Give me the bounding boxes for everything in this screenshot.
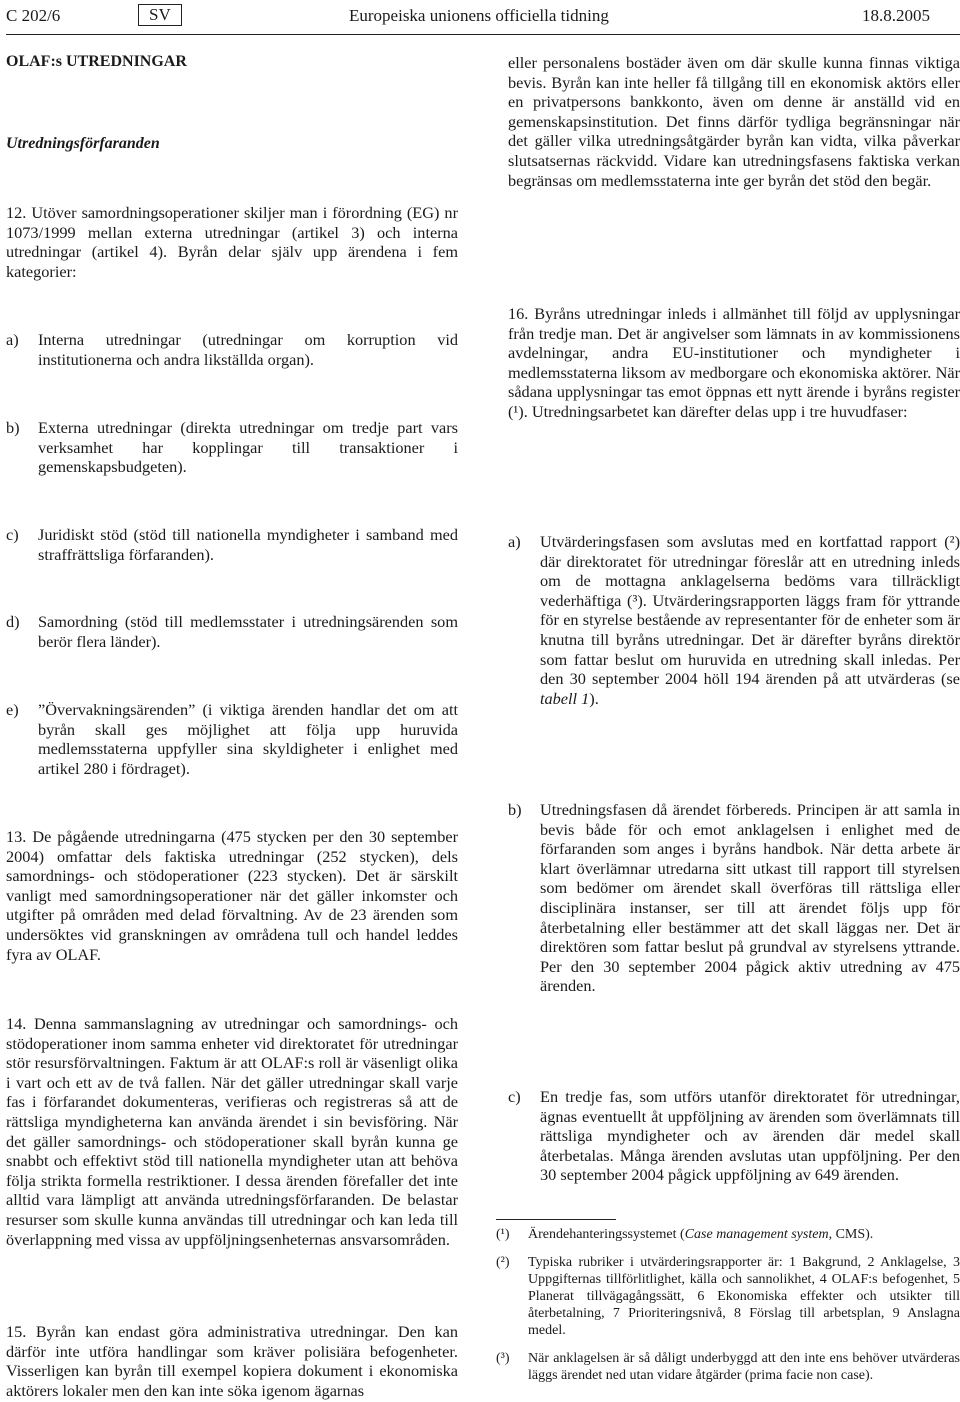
- category-d: [6, 612, 458, 651]
- paragraph-15: 15. Byrån kan endast göra administrativa utredningar. Den kan därför inte utföra handlingar som kräver polisiära befogenheter. Visserligen kan byrån till exempel kopiera dokument i ekonomiska aktörers lokaler men den kan inte söka igenom ägarnas: [6, 1322, 458, 1400]
- paragraph-16: 16. Byråns utredningar inleds i allmänhet till följd av upplysningar från tredje man. Det är angivelser som lämnats in av kommissionens avdelningar, andra EU-institutioner och myndigheter i medlemsstaterna liksom av medborgare och ekonomiska aktörer. När sådana upplysningar tas emot öppnas ett nytt ärende i byråns register (¹). Utredningsarbetet kan därefter delas upp i tre huvudfaser:: [508, 304, 960, 421]
- category-c-text: Juridiskt stöd (stöd till nationella myndigheter i samband med straffrättsliga förfaranden).: [38, 525, 458, 564]
- phase-c-text: En tredje fas, som utförs utanför direktoratet för utredningar, ägnas eventuellt åt uppföljning av ärenden som överlämnats till rättsliga myndigheter och av ärenden där medel skall återbetalas. Många ärenden avslutas utan uppföljning. Per den 30 september 2004 pågick uppföljning av 649 ärenden.: [540, 1087, 960, 1185]
- phase-b-text: Utredningsfasen då ärendet förbereds. Principen är att samla in bevis både för och emot anklagelsen i enlighet med de förfaranden som anges i byråns handbok. När detta arbete är klart överlämnar utredarna sitt utkast till rapport till styrelsen som bedömer om ärendet skall överföras till rättsliga eller disciplinära instanser, ser till att ärendet följs upp för återbetalning eller bestämmer att det skall läggas ner. Det är direktören som fattar beslut på grundval av styrelsens yttrande. Per den 30 september 2004 pågick aktiv utredning av 475 ärenden.: [540, 800, 960, 996]
- footnote-2-label: (²): [496, 1255, 510, 1270]
- paragraph-13: 13. De pågående utredningarna (475 stycken per den 30 september 2004) omfattar dels faktiska utredningar (252 stycken), dels samordnings- och stödoperationer (223 stycken). Det är särskilt vanligt med samordningsoperationer när det gäller inkomster och utgifter på områden med delad förvaltning. Av de 23 ärenden som undersöktes vid granskningen av områdena tull och handel leddes fyra av OLAF.: [6, 827, 458, 964]
- footnote-1: [496, 1226, 960, 1243]
- phase-a-label: a): [508, 532, 521, 551]
- footnote-3: [496, 1350, 960, 1384]
- category-e-label: e): [6, 700, 19, 719]
- category-b-text: Externa utredningar (direkta utredningar om tredje part vars verksamhet har kopplingar till transaktioner i gemenskapsbudgeten).: [38, 418, 458, 477]
- category-b-label: b): [6, 418, 20, 437]
- footnote-3-text: När anklagelsen är så dåligt underbyggd att den inte ens behöver utvärderas läggs ärendet ned utan vidare åtgärder (prima facie non case).: [528, 1351, 960, 1383]
- paragraph-12: 12. Utöver samordningsoperationer skiljer man i förordning (EG) nr 1073/1999 mellan externa utredningar (artikel 3) och interna utredningar (artikel 4). Byrån delar själv upp ärendena i fem kategorier:: [6, 203, 458, 281]
- page-header: [0, 0, 960, 34]
- category-a-label: a): [6, 330, 19, 349]
- paragraph-15-continued: eller personalens bostäder även om där skulle kunna finnas viktiga bevis. Byrån kan inte heller få tillgång till en ekonomisk aktörs eller en privatpersons bankkonto, även om denne är anställd vid en gemenskapsinstitution. Det finns därför tydliga begränsningar när det gäller vilka utredningsåtgärder byrån kan vidta, vilka påverkar slutsatsernas räckvidd. Vidare kan utredningsfasens faktiska verkan begränsas om medlemsstaterna inte ger byrån det stöd den begär.: [508, 53, 960, 190]
- phase-a: [508, 532, 960, 708]
- footnote-3-label: (³): [496, 1351, 510, 1366]
- phase-a-text: Utvärderingsfasen som avslutas med en kortfattad rapport (²) där direktoratet för utredningar föreslår att en utredning inleds om de mottagna anklagelserna bedöms vara tillräckligt vederhäftiga (³). Utvärderingsrapporten läggs fram för yttrande för en styrelse bestående av representanter för de enheter som är knutna till byråns utredningar. Det är därefter byråns direktör som fattar beslut om huruvida en utredning skall inledas. Per den 30 september 2004 höll 194 ärenden på att utvärderas (se tabell 1).: [540, 532, 960, 708]
- category-e: [6, 700, 458, 778]
- phase-c: [508, 1087, 960, 1185]
- language-code: SV: [138, 4, 182, 26]
- phase-c-label: c): [508, 1087, 521, 1106]
- category-d-text: Samordning (stöd till medlemsstater i utredningsärenden som berör flera länder).: [38, 612, 458, 651]
- page-number: C 202/6: [6, 6, 61, 25]
- category-a-text: Interna utredningar (utredningar om korruption vid institutionerna och andra likställda organ).: [38, 330, 458, 369]
- header-rule: [6, 34, 960, 35]
- category-c-label: c): [6, 525, 19, 544]
- footnote-2: [496, 1254, 960, 1339]
- footnote-1-label: (¹): [496, 1227, 510, 1242]
- journal-title: Europeiska unionens officiella tidning: [349, 6, 609, 25]
- table-1-reference: tabell 1: [540, 688, 590, 708]
- category-b: [6, 418, 458, 477]
- category-a: [6, 330, 458, 369]
- footnote-2-text: Typiska rubriker i utvärderingsrapporter är: 1 Bakgrund, 2 Anklagelse, 3 Uppgifternas tillförlitlighet, källa och sannolikhet, 4 OLAF:s befogenhet, 5 Planerat tillvägagångssätt, 6 Ekonomiska effekter och utsikter till återbetalning, 7 Prioriteringsnivå, 8 Förslag till arbetsplan, 9 Anslagna medel.: [528, 1255, 960, 1338]
- paragraph-14: 14. Denna sammanslagning av utredningar och samordnings- och stödoperationer inom samma enheter vid direktoratet för utredningar stör resursförvaltningen. Faktum är att OLAF:s roll är väsenligt olika i vart och ett av de två fallen. När det gäller utredningar skall varje fas i förfarandet dokumenteras, verifieras och registreras så att de rättsliga myndigheterna kan använda ärendet i sin bevisföring. När det gäller samordnings- och stödoperationer skall byrån kunna ge snabbt och effektivt stöd till nationella myndigheter utan att behöva följa strikta formella restriktioner. I dessa ärenden förefaller det inte alltid vara lämpligt att använda utredningsförfaranden. De belastar resurser som skulle kunna användas till utredningar och kan leda till överlappning med vissa av uppföljningsenheternas ansvarsområden.: [6, 1014, 458, 1249]
- issue-date: 18.8.2005: [862, 6, 930, 25]
- subsection-heading: Utredningsförfaranden: [6, 135, 160, 152]
- category-e-text: ”Övervakningsärenden” (i viktiga ärenden handlar det om att byrån skall ges möjlighet att följa upp huruvida medlemsstaterna uppfyller sina skyldigheter i enlighet med artikel 280 i fördraget).: [38, 700, 458, 778]
- phase-b: [508, 800, 960, 996]
- section-heading: OLAF:s UTREDNINGAR: [6, 53, 187, 70]
- category-d-label: d): [6, 612, 20, 631]
- footnote-rule: [496, 1219, 616, 1220]
- footnote-1-text: Ärendehanteringssystemet (Case management system, CMS).: [528, 1227, 874, 1242]
- category-c: [6, 525, 458, 564]
- phase-b-label: b): [508, 800, 522, 819]
